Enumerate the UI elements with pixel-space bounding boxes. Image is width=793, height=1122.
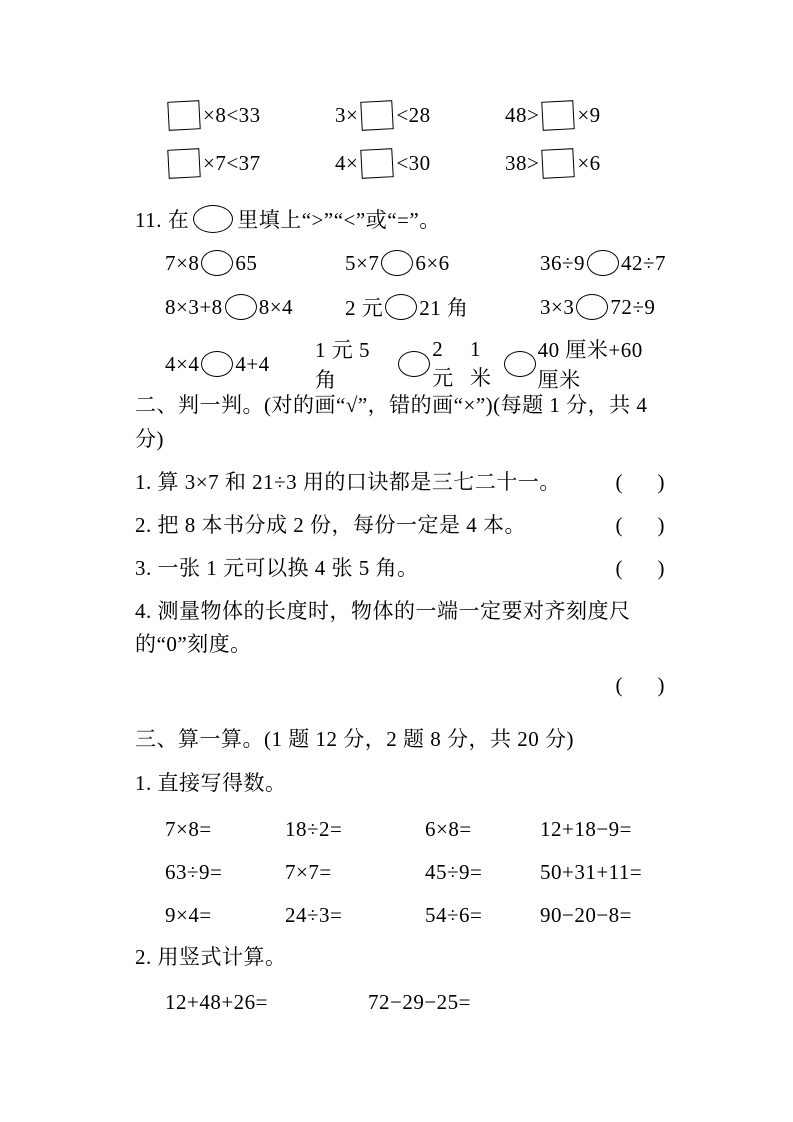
answer-box xyxy=(361,100,394,131)
calc-expression: 45÷9= xyxy=(425,860,483,884)
left-expression: 7×8 xyxy=(165,250,200,275)
calc-expression: 24÷3= xyxy=(285,903,343,927)
judge-text: 3. 一张 1 元可以换 4 张 5 角。 xyxy=(135,556,419,580)
answer-box xyxy=(167,148,200,179)
section-3-title: 三、算一算。(1 题 12 分，2 题 8 分，共 20 分) xyxy=(135,727,574,751)
judge-text: 2. 把 8 本书分成 2 份，每份一定是 4 本。 xyxy=(135,513,526,537)
comparison-item xyxy=(540,294,665,320)
answer-box xyxy=(542,100,575,131)
comparison-row-2 xyxy=(165,290,665,324)
right-expression: 72÷9 xyxy=(610,294,656,319)
vertical-calc-row xyxy=(165,986,665,1018)
left-expression: 5×7 xyxy=(345,250,380,275)
answer-circle xyxy=(201,250,233,276)
answer-circle xyxy=(398,351,430,377)
comparison-item xyxy=(470,334,665,394)
right-expression: 21 角 xyxy=(419,296,469,320)
q11-prefix: 11. 在 xyxy=(135,208,190,232)
vertical-calc-expression: 12+48+26= xyxy=(165,990,269,1014)
judge-text: 4. 测量物体的长度时，物体的一端一定要对齐刻度尺的“0”刻度。 xyxy=(135,599,631,656)
inequality-post: ×9 xyxy=(577,102,601,127)
judge-item-1 xyxy=(135,466,665,499)
comparison-item xyxy=(540,250,666,276)
left-expression: 2 元 xyxy=(345,296,384,320)
answer-bracket: ( ) xyxy=(615,470,665,494)
left-expression: 1 元 5 角 xyxy=(315,338,370,392)
inequality-item xyxy=(505,149,601,178)
answer-bracket: ( ) xyxy=(615,513,665,537)
right-expression: 65 xyxy=(235,250,258,275)
calc-expression: 63÷9= xyxy=(165,860,223,884)
comparison-item xyxy=(165,351,315,377)
calc-expression: 6×8= xyxy=(425,817,472,841)
left-expression: 36÷9 xyxy=(540,250,586,275)
inequality-post: <30 xyxy=(396,150,431,175)
calc-expression: 7×7= xyxy=(285,860,332,884)
calc-expression: 18÷2= xyxy=(285,817,343,841)
right-expression: 6×6 xyxy=(415,250,450,275)
calc-expression: 50+31+11= xyxy=(540,860,643,884)
calc-expression: 7×8= xyxy=(165,817,212,841)
right-expression: 4+4 xyxy=(235,351,270,376)
inequality-item xyxy=(505,101,601,130)
inequality-post: <28 xyxy=(396,102,431,127)
answer-circle xyxy=(587,250,619,276)
inequality-item xyxy=(335,101,505,130)
left-expression: 3×3 xyxy=(540,294,575,319)
inequality-item xyxy=(335,149,505,178)
box-inequality-row-1 xyxy=(165,98,665,132)
answer-box xyxy=(167,100,200,131)
answer-bracket: ( ) xyxy=(615,556,665,580)
inequality-pre: 48> xyxy=(505,102,540,127)
judge-item-4 xyxy=(135,595,665,661)
judge-item-4-bracket-line xyxy=(135,669,665,702)
question-11-prompt xyxy=(135,202,665,236)
left-expression: 8×3+8 xyxy=(165,294,223,319)
answer-circle xyxy=(225,294,257,320)
calc-expression: 9×4= xyxy=(165,903,212,927)
inequality-item xyxy=(165,101,335,130)
vertical-calc-expression: 72−29−25= xyxy=(368,990,472,1014)
calc-expression: 12+18−9= xyxy=(540,817,633,841)
box-inequality-row-2 xyxy=(165,146,665,180)
inequality-post: ×6 xyxy=(577,150,601,175)
inequality-pre: 38> xyxy=(505,150,540,175)
comparison-item xyxy=(315,334,470,394)
oral-calc-grid xyxy=(165,814,665,930)
answer-circle xyxy=(201,351,233,377)
q11-suffix: 里填上“>”“<”或“=”。 xyxy=(237,208,441,232)
section-3-sub-2: 2. 用竖式计算。 xyxy=(135,945,287,969)
right-expression: 8×4 xyxy=(258,294,294,319)
inequality-pre: 3× xyxy=(335,102,359,127)
judge-item-3 xyxy=(135,552,665,585)
answer-circle xyxy=(576,294,608,320)
judge-text: 1. 算 3×7 和 21÷3 用的口诀都是三七二十一。 xyxy=(135,470,561,494)
answer-circle xyxy=(381,250,413,276)
comparison-item xyxy=(345,250,540,276)
comparison-row-1 xyxy=(165,246,665,280)
right-expression: 2 元 xyxy=(432,336,454,390)
answer-oval xyxy=(193,205,233,233)
answer-box xyxy=(542,148,575,179)
inequality-pre: 4× xyxy=(335,150,359,175)
comparison-item xyxy=(165,294,345,320)
section-2-title: 二、判一判。(对的画“√”，错的画“×”)(每题 1 分，共 4 分) xyxy=(135,393,648,451)
calc-expression: 90−20−8= xyxy=(540,903,633,927)
comparison-row-3 xyxy=(165,334,665,392)
section-3-sub-1: 1. 直接写得数。 xyxy=(135,771,287,795)
answer-circle xyxy=(385,294,417,320)
comparison-item xyxy=(165,250,345,276)
judge-item-2 xyxy=(135,509,665,542)
inequality-item xyxy=(165,149,335,178)
right-expression: 40 厘米+60 厘米 xyxy=(537,338,643,392)
calc-expression: 54÷6= xyxy=(425,903,483,927)
left-expression: 4×4 xyxy=(165,351,200,376)
comparison-item xyxy=(345,292,540,322)
answer-bracket: ( ) xyxy=(615,673,665,697)
answer-box xyxy=(361,148,394,179)
answer-circle xyxy=(504,351,536,377)
inequality-post: ×7<37 xyxy=(203,150,261,175)
right-expression: 42÷7 xyxy=(621,250,667,275)
inequality-post: ×8<33 xyxy=(203,102,261,127)
left-expression: 1 米 xyxy=(470,336,492,390)
